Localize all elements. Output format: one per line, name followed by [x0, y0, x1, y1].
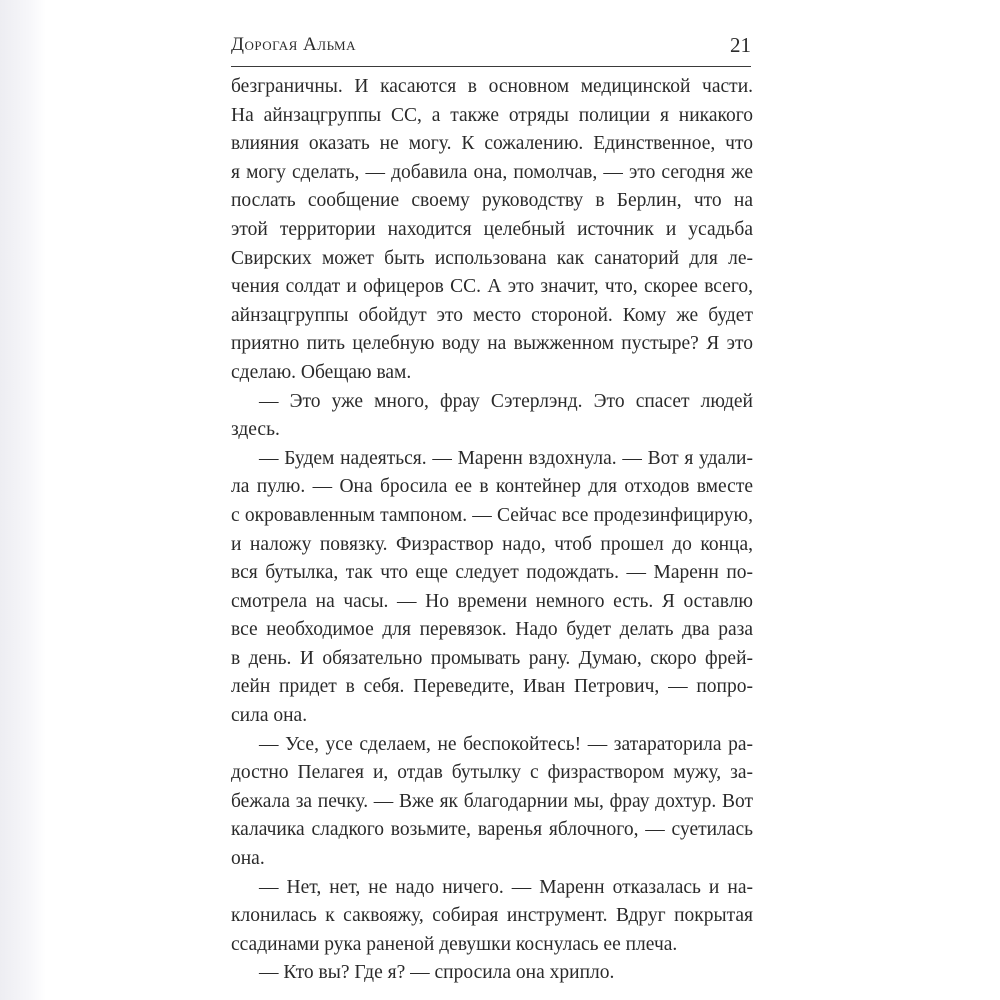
text-line: — Усе, усе сделаем, не беспокойтесь! — затараторила ра-: [259, 733, 753, 755]
text-line: калачика сладкого возьмите, варенья яблочного, — суетилась: [231, 819, 753, 841]
text-line: — Нет, нет, не надо ничего. — Маренн отказалась и на-: [259, 876, 753, 898]
text-line: послать сообщение своему руководству в Берлин, что на: [231, 190, 753, 212]
text-line: смотрела на часы. — Но времени немного есть. Я оставлю: [231, 590, 753, 612]
text-line: ла пулю. — Она бросила ее в контейнер для отходов вместе: [231, 476, 753, 498]
page-edge-shadow: [0, 0, 46, 1000]
text-line: сделаю. Обещаю вам.: [231, 361, 412, 383]
header-rule: [231, 66, 751, 67]
text-line: На айнзацгруппы СС, а также отряды полиции я никакого: [231, 104, 753, 126]
text-line: безграничны. И касаются в основном медицинской части.: [231, 76, 753, 97]
text-line: бежала за печку. — Вже як благодарнии мы, фрау дохтур. Вот: [231, 790, 753, 812]
text-line: сила она.: [231, 705, 308, 727]
text-line: — Это уже много, фрау Сэтерлэнд. Это спасет людей: [259, 390, 753, 412]
text-line: — Будем надеяться. — Маренн вздохнула. — Вот я удали-: [259, 447, 753, 469]
text-line: чения солдат и офицеров СС. А это значит, что, скорее всего,: [231, 276, 753, 298]
text-line: Свирских может быть использована как санаторий для ле-: [231, 247, 753, 269]
text-line: в день. И обязательно промывать рану. Думаю, скоро фрей-: [231, 647, 753, 669]
text-line: достно Пелагея и, отдав бутылку с физраствором мужу, за-: [231, 762, 753, 784]
text-line: — Кто вы? Где я? — спросила она хрипло.: [259, 962, 615, 984]
text-line: с окровавленным тампоном. — Сейчас все продезинфицирую,: [231, 504, 753, 526]
book-title: Дорогая Альма: [231, 34, 356, 55]
text-line: она.: [231, 848, 265, 870]
running-head: [231, 34, 751, 62]
text-line: клонилась к саквояжу, собирая инструмент. Вдруг покрытая: [231, 905, 753, 927]
text-line: все необходимое для перевязок. Надо будет делать два раза: [231, 619, 753, 641]
text-line: ссадинами рука раненой девушки коснулась ее плеча.: [231, 933, 678, 955]
page-number: 21: [730, 33, 751, 57]
text-line: я могу сделать, — добавила она, помолчав, — это сегодня же: [231, 161, 753, 183]
text-line: лейн придет в себя. Переведите, Иван Петрович, — попро-: [231, 676, 753, 698]
text-line: вся бутылка, так что еще следует подождать. — Маренн по-: [231, 562, 753, 584]
text-line: влияния оказать не могу. К сожалению. Единственное, что: [231, 133, 753, 155]
text-line: и наложу повязку. Физраствор надо, чтоб прошел до конца,: [231, 533, 753, 555]
text-line: этой территории находится целебный источник и усадьба: [231, 218, 753, 240]
text-line: айнзацгруппы обойдут это место стороной. Кому же будет: [231, 304, 753, 326]
body-text: [231, 73, 753, 988]
text-line: здесь.: [231, 419, 280, 441]
text-line: приятно пить целебную воду на выжженном пустыре? Я это: [231, 333, 753, 355]
